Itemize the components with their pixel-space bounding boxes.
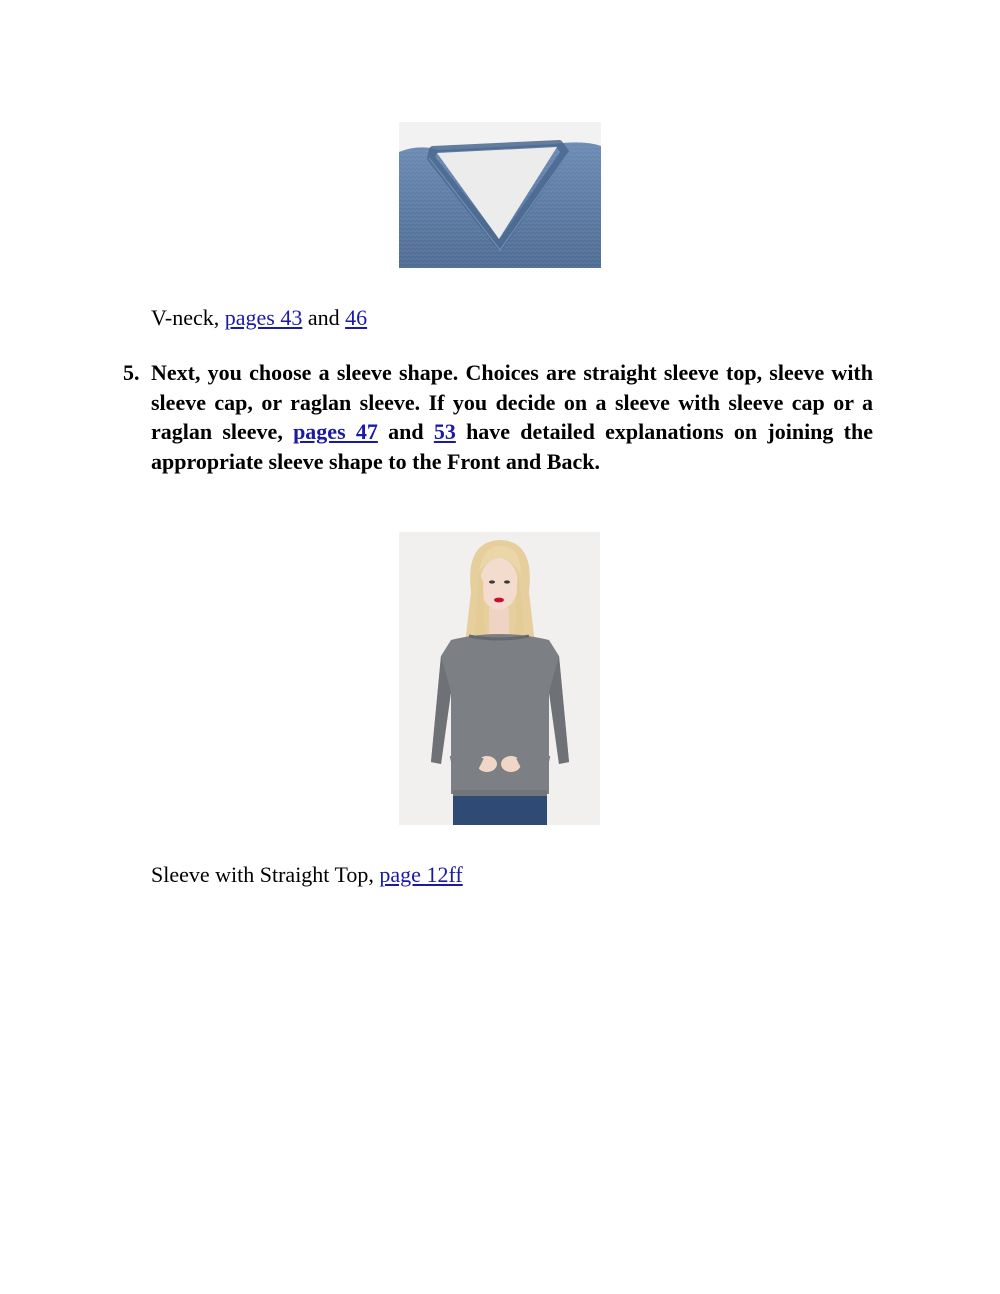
step-5-text-a: Next, you choose a sleeve shape. Choices are straight sleeve top, sleeve with sleeve cap, or raglan sleeve. If you decide on a sleeve with sleeve cap or a raglan sleeve, xyxy=(151,360,873,444)
step-5-and: and xyxy=(377,419,434,444)
link-pages-47[interactable]: pages 47 xyxy=(293,419,378,444)
vneck-photo xyxy=(399,122,601,268)
vneck-caption-prefix: V-neck, xyxy=(151,305,225,330)
step-number: 5. xyxy=(123,360,140,385)
vneck-caption-and: and xyxy=(302,305,346,330)
step-5-text-b: have detailed explanations on joining the appropriate sleeve shape to the Front and Back. xyxy=(151,419,873,474)
link-page-53[interactable]: 53 xyxy=(433,419,456,444)
link-page-12ff[interactable]: page 12ff xyxy=(379,862,463,887)
vneck-caption xyxy=(151,305,367,331)
step-5 xyxy=(123,358,873,476)
link-pages-43[interactable]: pages 43 xyxy=(224,305,303,330)
step-5-text xyxy=(151,358,873,476)
sleeve-caption-prefix: Sleeve with Straight Top, xyxy=(151,862,380,887)
link-page-46[interactable]: 46 xyxy=(345,305,368,330)
sleeve-caption xyxy=(151,862,463,888)
sweater-photo xyxy=(399,532,600,825)
